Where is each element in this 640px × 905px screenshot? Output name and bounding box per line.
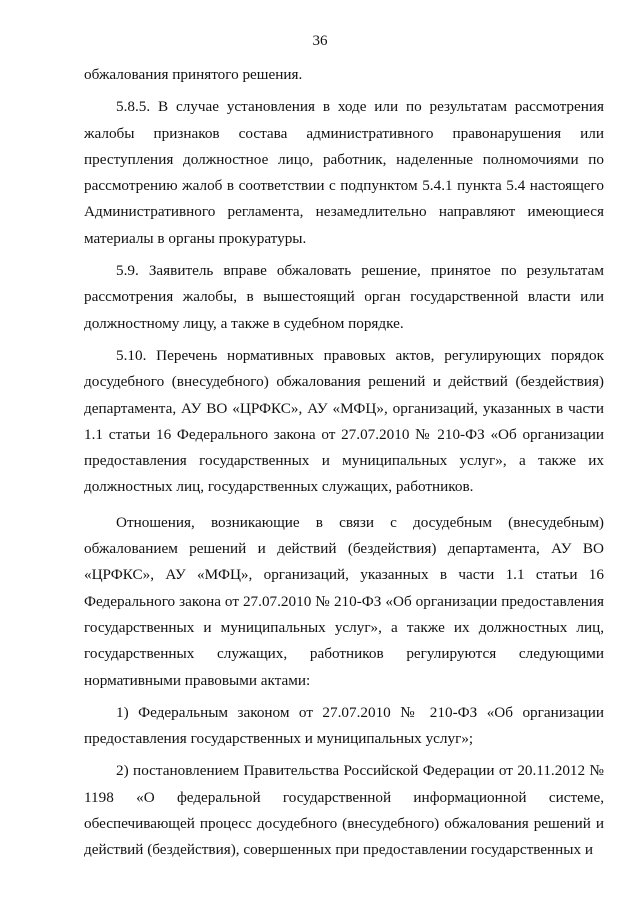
list-item-2: 2) постановлением Правительства Российской Федерации от 20.11.2012 № 1198 «О федеральной государственной информационной системе, обеспечивающей процесс досудебного (внесудебного) обжалования решений и действий (бездействия), совершенных при предоставлении государственных и: [84, 762, 604, 859]
paragraph-continuation: обжалования принятого решения.: [84, 66, 303, 83]
paragraph-5-10: 5.10. Перечень нормативных правовых актов, регулирующих порядок досудебного (внесудебного) обжалования решений и действий (бездействия) департамента, АУ ВО «ЦРФКС», АУ «МФЦ», организаций, указанных в части 1.1 статьи 16 Федерального закона от 27.07.2010 № 210-ФЗ «Об организации предоставления государственных и муниципальных услуг», а также их должностных лиц, государственных служащих, работников.: [84, 346, 604, 496]
paragraph-5-8-5: 5.8.5. В случае установления в ходе или по результатам рассмотрения жалобы признаков состава административного правонарушения или преступления должностное лицо, работник, наделенные полномочиями по рассмотрению жалоб в соответствии с подпунктом 5.4.1 пункта 5.4 настоящего Административного регламента, незамедлительно направляют имеющиеся материалы в органы прокуратуры.: [84, 98, 604, 247]
document-body: [84, 62, 604, 864]
list-item-1: 1) Федеральным законом от 27.07.2010 № 210-ФЗ «Об организации предоставления государственных и муниципальных услуг»;: [84, 703, 604, 748]
page-number: 36: [312, 33, 328, 49]
paragraph-5-9: 5.9. Заявитель вправе обжаловать решение, принятое по результатам рассмотрения жалобы, в вышестоящий орган государственной власти или должностному лицу, а также в судебном порядке.: [84, 262, 604, 332]
paragraph-relations: Отношения, возникающие в связи с досудебным (внесудебным) обжалованием решений и действий (бездействия) департамента, АУ ВО «ЦРФКС», АУ «МФЦ», организаций, указанных в части 1.1 статьи 16 Федерального закона от 27.07.2010 № 210-ФЗ «Об организации предоставления государственных и муниципальных услуг», а также их должностных лиц, государственных служащих, работников регулируются следующими нормативными правовыми актами:: [84, 513, 604, 689]
